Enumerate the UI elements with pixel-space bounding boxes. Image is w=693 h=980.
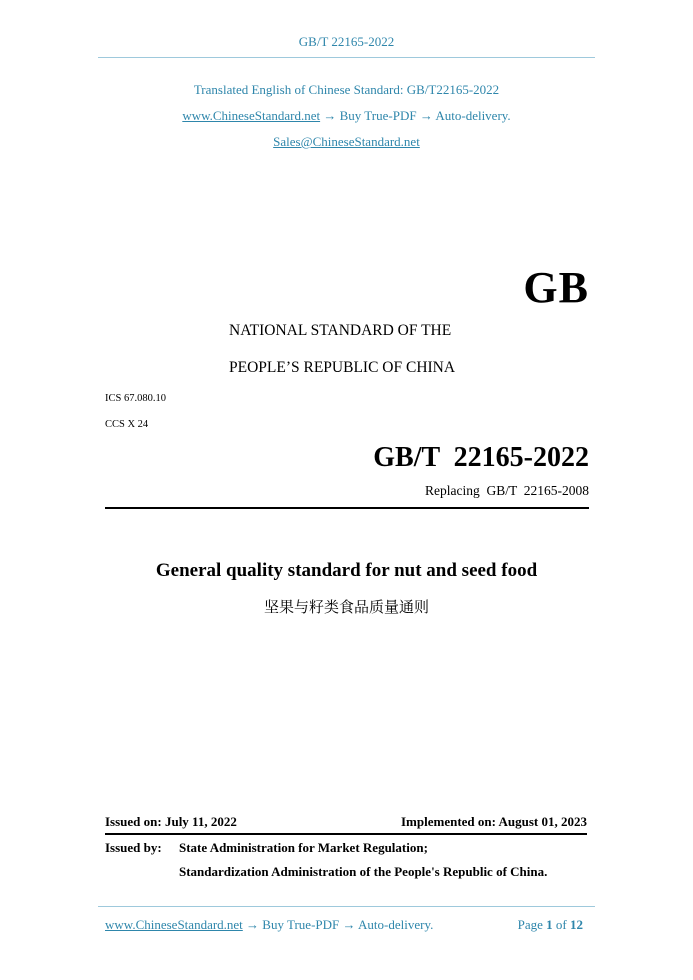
footer-delivery-text: Auto-delivery. [358, 917, 434, 932]
national-standard-line1: NATIONAL STANDARD OF THE [229, 322, 452, 339]
purchase-line [0, 108, 693, 124]
footer-buy-text: Buy True-PDF [262, 917, 340, 932]
header-divider [98, 57, 595, 58]
buy-true-pdf-text: Buy True-PDF [339, 108, 417, 123]
standard-number: GB/T 22165-2022 [373, 442, 589, 473]
number-divider [105, 507, 589, 509]
arrow-icon: → [246, 917, 260, 932]
national-standard-line2: PEOPLE’S REPUBLIC OF CHINA [229, 359, 456, 376]
auto-delivery-text: Auto-delivery. [435, 108, 511, 123]
footer-site-link[interactable]: www.ChineseStandard.net [105, 917, 243, 932]
footer-divider [98, 906, 595, 907]
dates-divider [105, 833, 587, 835]
of-label: of [555, 917, 567, 932]
page-label: Page [517, 917, 543, 932]
ccs-code: CCS X 24 [105, 419, 149, 430]
issued-on: Issued on: July 11, 2022 [105, 814, 237, 829]
arrow-icon: → [419, 108, 433, 123]
footer-purchase-line [105, 917, 433, 933]
replacing-note: Replacing GB/T 22165-2008 [425, 483, 589, 498]
running-header: GB/T 22165-2022 [298, 34, 395, 49]
page-indicator [518, 917, 583, 933]
page-total: 12 [570, 917, 583, 932]
page-number: 1 [546, 917, 553, 932]
implemented-on: Implemented on: August 01, 2023 [401, 814, 587, 829]
sales-email-link[interactable]: Sales@ChineseStandard.net [273, 134, 420, 149]
issuer-samr: State Administration for Market Regulation; [179, 840, 428, 855]
issuer-sac: Standardization Administration of the People's Republic of China. [179, 864, 548, 879]
gb-logo: GB [523, 263, 589, 312]
title-chinese: 坚果与籽类食品质量通则 [263, 598, 429, 616]
title-english: General quality standard for nut and seed food [155, 560, 538, 581]
translation-note: Translated English of Chinese Standard: GB/T22165-2022 [193, 82, 500, 97]
site-link[interactable]: www.ChineseStandard.net [182, 108, 321, 123]
arrow-icon: → [342, 917, 356, 932]
ics-code: ICS 67.080.10 [105, 393, 166, 404]
arrow-icon: → [323, 108, 337, 123]
issued-by-label: Issued by: [105, 840, 162, 855]
